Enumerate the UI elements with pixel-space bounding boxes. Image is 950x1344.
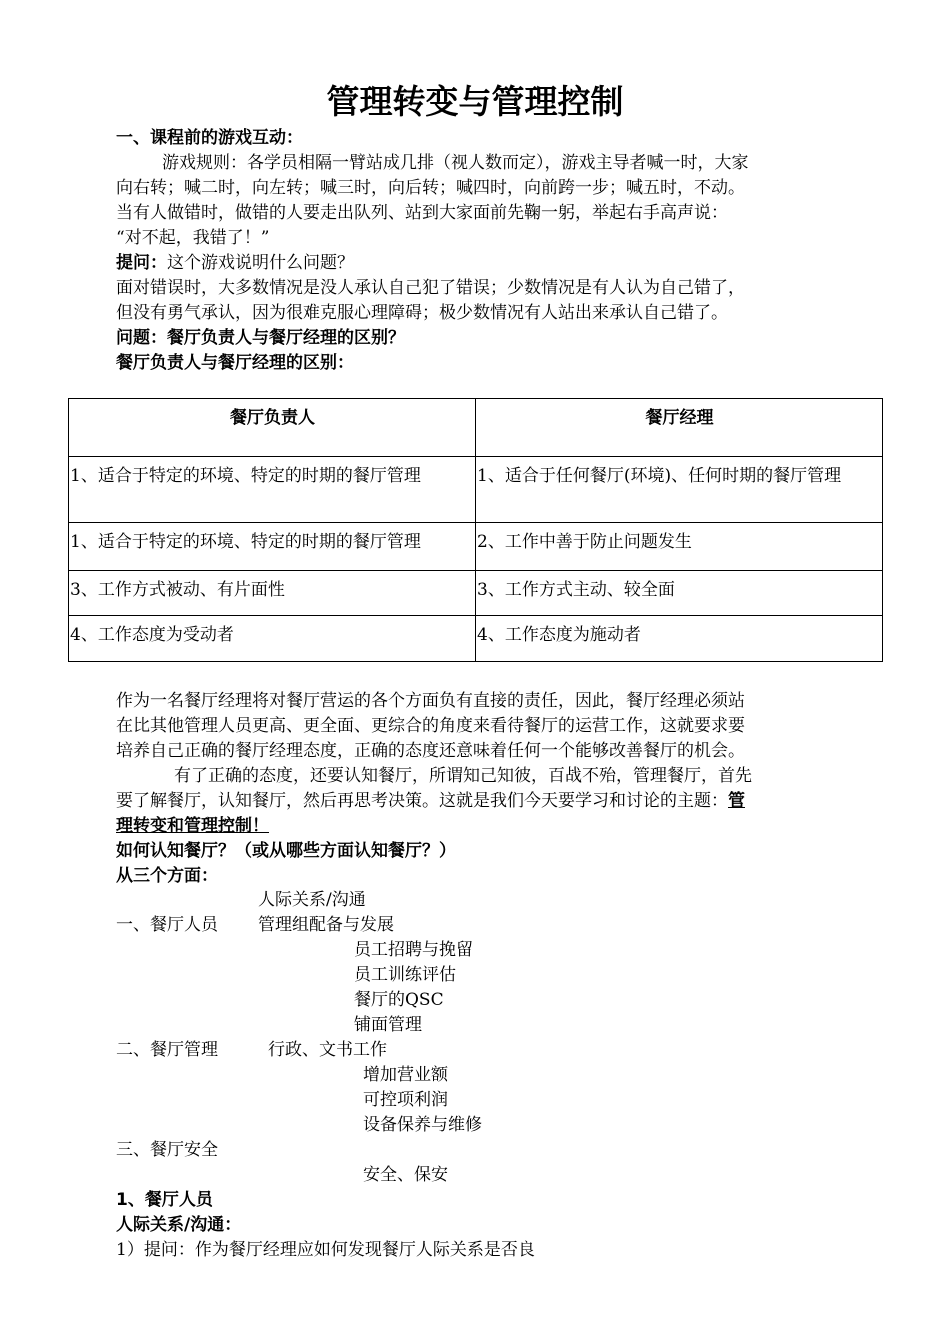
outline-item: 员工招聘与挽留 [354, 940, 473, 960]
subsection-topic: 人际关系/沟通： [116, 1215, 242, 1235]
question-text: 这个游戏说明什么问题？ [167, 253, 354, 273]
game-rules-line-4: “对不起，我错了！” [116, 228, 270, 248]
table-row [69, 523, 883, 571]
outline-item: 行政、文书工作 [268, 1040, 387, 1060]
outline-item: 铺面管理 [354, 1015, 422, 1035]
paragraph-1-line-2: 在比其他管理人员更高、更全面、更综合的角度来看待餐厅的运营工作，这就要求要 [116, 716, 745, 736]
outline-item: 管理组配备与发展 [258, 915, 394, 935]
how-to-know-heading: 如何认知餐厅？（或从哪些方面认知餐厅？） [116, 841, 456, 861]
outline-label-safety: 三、餐厅安全 [116, 1140, 218, 1160]
table-cell: 1、适合于任何餐厅(环境)、任何时期的餐厅管理 [476, 457, 883, 523]
paragraph-1-line-1: 作为一名餐厅经理将对餐厅营运的各个方面负有直接的责任，因此，餐厅经理必须站 [116, 691, 745, 711]
outline-item: 设备保养与维修 [363, 1115, 482, 1135]
paragraph-1-line-3: 培养自己正确的餐厅经理态度，正确的态度还意味着任何一个能够改善餐厅的机会。 [116, 741, 745, 761]
subsection-heading-people: 1、餐厅人员 [116, 1190, 213, 1210]
table-header-row [69, 399, 883, 457]
table-row [69, 571, 883, 616]
table-cell: 3、工作方式主动、较全面 [476, 571, 883, 616]
table-cell: 4、工作态度为施动者 [476, 616, 883, 662]
outline-item: 安全、保安 [363, 1165, 448, 1185]
section-heading-game: 一、课程前的游戏互动： [116, 128, 303, 148]
answer-line-1: 面对错误时，大多数情况是没人承认自己犯了错误；少数情况是有人认为自己错了， [116, 278, 745, 298]
game-rules-line-2: 向右转；喊二时，向左转；喊三时，向后转；喊四时，向前跨一步；喊五时，不动。 [116, 178, 745, 198]
table-cell: 3、工作方式被动、有片面性 [69, 571, 476, 616]
comparison-table [68, 398, 883, 662]
outline-label-management: 二、餐厅管理 [116, 1040, 218, 1060]
table-cell: 4、工作态度为受动者 [69, 616, 476, 662]
table-cell: 2、工作中善于防止问题发生 [476, 523, 883, 571]
outline-item: 增加营业额 [363, 1065, 448, 1085]
outline-item: 餐厅的QSC [354, 990, 444, 1010]
table-cell: 1、适合于特定的环境、特定的时期的餐厅管理 [69, 457, 476, 523]
table-cell: 1、适合于特定的环境、特定的时期的餐厅管理 [69, 523, 476, 571]
subsection-question: 1）提问：作为餐厅经理应如何发现餐厅人际关系是否良 [116, 1240, 535, 1260]
difference-heading: 餐厅负责人与餐厅经理的区别： [116, 353, 354, 373]
table-row [69, 616, 883, 662]
outline-item: 员工训练评估 [354, 965, 456, 985]
topic-emphasis-start: 管 [728, 791, 745, 811]
paragraph-2-line-3 [116, 815, 269, 837]
page-title: 管理转变与管理控制 [326, 82, 624, 121]
paragraph-2-line-1: 有了正确的态度，还要认知餐厅，所谓知己知彼，百战不殆，管理餐厅，首先 [174, 766, 752, 786]
paragraph-2-text: 要了解餐厅，认知餐厅，然后再思考决策。这就是我们今天要学习和讨论的主题： [116, 791, 728, 811]
question-label: 提问： [116, 253, 167, 273]
outline-item: 可控项利润 [363, 1090, 448, 1110]
answer-line-2: 但没有勇气承认，因为很难克服心理障碍；极少数情况有人站出来承认自己错了。 [116, 303, 728, 323]
game-rules-line-1: 游戏规则：各学员相隔一臂站成几排（视人数而定），游戏主导者喊一时，大家 [162, 153, 749, 173]
three-aspects-heading: 从三个方面： [116, 866, 218, 886]
header-cell-restaurant-lead: 餐厅负责人 [69, 399, 476, 457]
outline-label-people: 一、餐厅人员 [116, 915, 218, 935]
outline-item: 人际关系/沟通 [258, 890, 366, 910]
table-row [69, 457, 883, 523]
header-cell-restaurant-manager: 餐厅经理 [476, 399, 883, 457]
game-rules-line-3: 当有人做错时，做错的人要走出队列、站到大家面前先鞠一躬，举起右手高声说： [116, 203, 728, 223]
topic-emphasis-end: 理转变和管理控制！ [116, 816, 269, 836]
problem-line: 问题：餐厅负责人与餐厅经理的区别？ [116, 328, 405, 348]
paragraph-2-line-2 [116, 790, 745, 812]
question-line [116, 252, 354, 274]
